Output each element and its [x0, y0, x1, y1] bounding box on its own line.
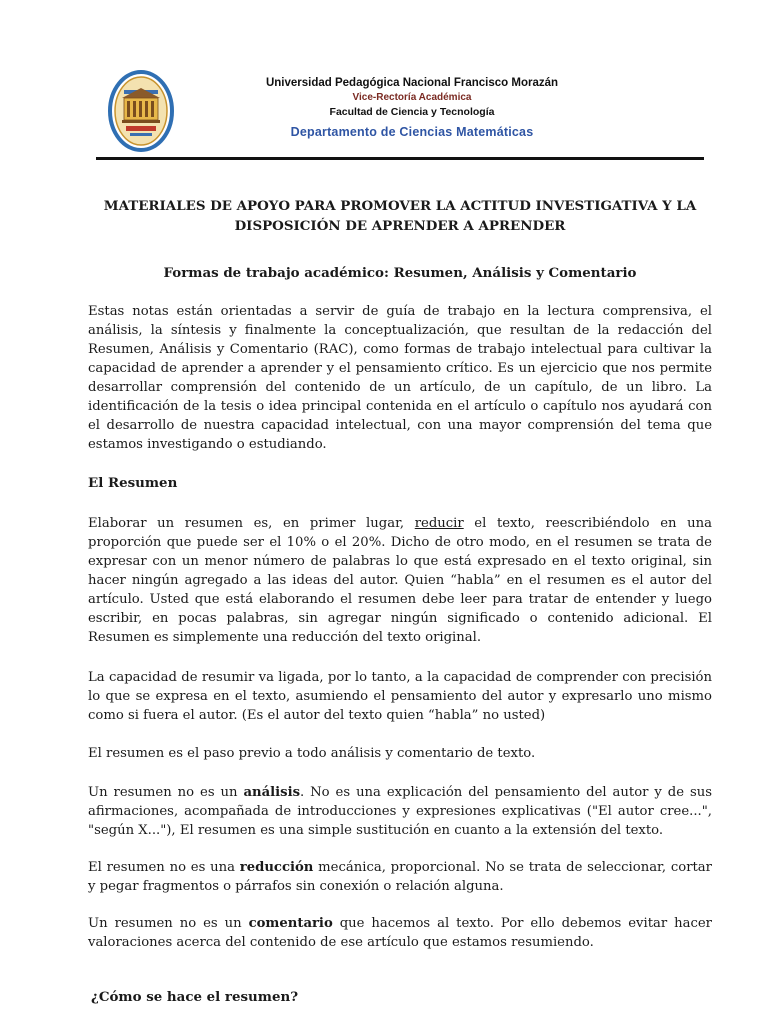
- departamento: Departamento de Ciencias Matemáticas: [290, 125, 534, 139]
- resumen-paragraph-1: Elaborar un resumen es, en primer lugar, reducir el texto, reescribiéndolo en una proporción que puede ser el 10% o el 20%. Dicho de otro modo, en el resumen se trata de expresar con un menor número de palabras lo que está expresado en el texto original, sin hacer ningún agregado a las ideas del autor. Quien “habla” en el resumen es el autor del artículo. Usted que está elaborando el resumen debe leer para tratar de entender y luego escribir, en pocas palabras, sin agregar ningún significado o contenido adicional. El Resumen es simplemente una reducción del texto original.: [88, 516, 712, 645]
- bold-term-comentario: comentario: [248, 916, 333, 931]
- bold-term-reduccion: reducción: [239, 860, 314, 875]
- document-subtitle: Formas de trabajo académico: Resumen, Análisis y Comentario: [163, 265, 637, 281]
- university-seal-icon: [108, 70, 174, 152]
- university-name: Universidad Pedagógica Nacional Francisco Morazán: [265, 77, 559, 89]
- vice-rectoria: Vice-Rectoría Académica: [352, 92, 472, 103]
- section-heading-como-se-hace: ¿Cómo se hace el resumen?: [91, 989, 299, 1005]
- facultad: Facultad de Ciencia y Tecnología: [329, 106, 495, 118]
- document-body: [88, 196, 712, 1007]
- intro-paragraph: Estas notas están orientadas a servir de guía de trabajo en la lectura comprensiva, el análisis, la síntesis y finalmente la conceptualización, que resultan de la redacción del Resumen, Análisis y Comentario (RAC), como formas de trabajo intelectual para cultivar la capacidad de aprender a aprender y el pensamiento crítico. Es un ejercicio que nos permite desarrollar comprensión del contenido de un artículo, de un capítulo, de un libro. La identificación de la tesis o idea principal contenida en el artículo o capítulo nos ayudará con el desarrollo de nuestra capacidad intelectual, con una mayor comprensión del tema que estamos investigando o estudiando.: [88, 304, 712, 452]
- resumen-paragraph-4: Un resumen no es un análisis. No es una explicación del pensamiento del autor y de sus afirmaciones, acompañada de introducciones y expresiones explicativas ("El autor cree...", "según X..."), El resumen es una simple sustitución en cuanto a la extensión del texto.: [88, 785, 712, 838]
- resumen-paragraph-6: Un resumen no es un comentario que hacemos al texto. Por ello debemos evitar hacer valoraciones acerca del contenido de ese artículo que estamos resumiendo.: [88, 916, 712, 950]
- resumen-paragraph-3: El resumen es el paso previo a todo análisis y comentario de texto.: [88, 746, 536, 761]
- resumen-paragraph-2: La capacidad de resumir va ligada, por lo tanto, a la capacidad de comprender con precisión lo que se expresa en el texto, asumiendo el pensamiento del autor y expresarlo uno mismo como si fuera el autor. (Es el autor del texto quien “habla” no usted): [88, 670, 712, 723]
- header-divider: [96, 157, 704, 160]
- underlined-term-reducir: reducir: [414, 516, 464, 531]
- section-heading-resumen: El Resumen: [88, 475, 178, 491]
- bold-term-analisis: análisis: [243, 785, 301, 800]
- institution-header: [230, 76, 594, 142]
- resumen-paragraph-5: El resumen no es una reducción mecánica, proporcional. No se trata de seleccionar, cortar y pegar fragmentos o párrafos sin conexión o relación alguna.: [88, 860, 712, 894]
- document-title: MATERIALES DE APOYO PARA PROMOVER LA ACTITUD INVESTIGATIVA Y LA DISPOSICIÓN DE APRENDER A APRENDER: [103, 198, 697, 234]
